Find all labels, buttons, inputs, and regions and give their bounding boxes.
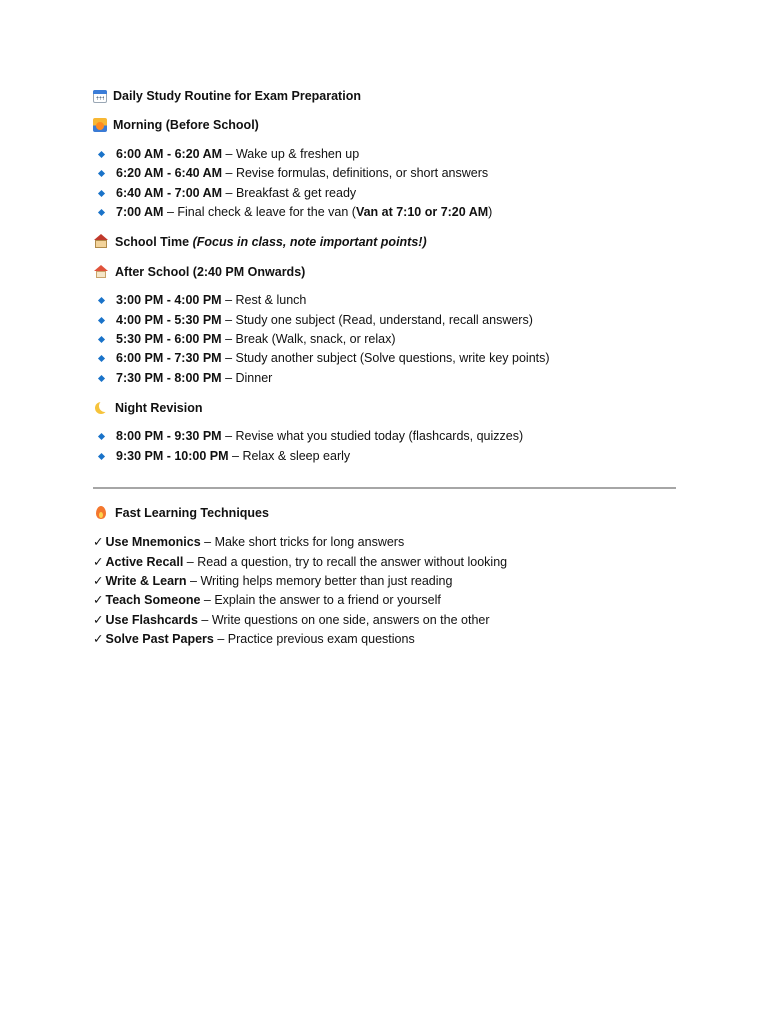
item-separator: – — [221, 429, 236, 443]
morning-heading-text: Morning (Before School) — [113, 118, 259, 132]
technique-separator: – — [197, 612, 212, 627]
item-time: 6:00 PM - 7:30 PM — [116, 351, 222, 365]
list-item — [97, 371, 272, 385]
technique-text: Make short tricks for long answers — [214, 534, 405, 549]
technique-text: Read a question, try to recall the answer without looking — [197, 554, 508, 569]
diamond-bullet-icon — [98, 316, 105, 323]
list-item — [97, 166, 488, 180]
diamond-bullet-icon — [98, 374, 105, 381]
technique-item — [93, 534, 404, 549]
school-heading-text: School Time — [115, 235, 190, 249]
item-separator: – — [221, 332, 236, 346]
night-heading-text: Night Revision — [115, 401, 203, 415]
item-time: 4:00 PM - 5:30 PM — [116, 313, 222, 327]
list-item — [97, 293, 306, 307]
list-item — [97, 147, 359, 161]
section-divider — [93, 487, 676, 489]
technique-name: Teach Someone — [105, 592, 201, 607]
sunrise-icon — [93, 118, 107, 132]
diamond-bullet-icon — [98, 432, 105, 439]
item-text: Wake up & freshen up — [235, 147, 360, 161]
technique-separator: – — [200, 592, 215, 607]
van-time: Van at 7:10 or 7:20 AM — [355, 205, 489, 219]
technique-name: Use Mnemonics — [105, 534, 201, 549]
item-text: Relax & sleep early — [242, 449, 351, 463]
item-time: 6:00 AM - 6:20 AM — [116, 147, 223, 161]
item-time: 5:30 PM - 6:00 PM — [116, 332, 222, 346]
list-item — [97, 186, 356, 200]
diamond-bullet-icon — [98, 335, 105, 342]
after-school-heading-text: After School (2:40 PM Onwards) — [115, 265, 306, 279]
diamond-bullet-icon — [98, 452, 105, 459]
fire-icon — [93, 505, 109, 521]
technique-separator: – — [186, 573, 201, 588]
list-item — [97, 205, 492, 219]
technique-separator: – — [213, 631, 228, 646]
technique-text: Write questions on one side, answers on the other — [211, 612, 490, 627]
document-title — [93, 89, 361, 103]
technique-name: Active Recall — [105, 554, 184, 569]
technique-item — [93, 573, 452, 588]
school-heading — [93, 234, 427, 250]
technique-name: Use Flashcards — [105, 612, 198, 627]
item-text: Rest & lunch — [235, 293, 307, 307]
item-text: Breakfast & get ready — [235, 186, 357, 200]
technique-item — [93, 612, 490, 627]
item-tail: ) — [488, 205, 493, 219]
list-item — [97, 449, 350, 463]
technique-name: Solve Past Papers — [105, 631, 214, 646]
list-item — [97, 313, 533, 327]
after-school-heading — [93, 264, 305, 280]
item-separator: – — [163, 205, 178, 219]
item-text: Study one subject (Read, understand, recall answers) — [235, 313, 533, 327]
item-separator: – — [221, 351, 236, 365]
technique-text: Writing helps memory better than just reading — [200, 573, 453, 588]
diamond-bullet-icon — [98, 189, 105, 196]
item-separator: – — [228, 449, 243, 463]
school-note: (Focus in class, note important points!) — [192, 235, 427, 249]
checkmark-icon: ✓ — [93, 554, 104, 569]
item-text: Revise what you studied today (flashcards, quizzes) — [235, 429, 524, 443]
item-separator: – — [222, 186, 236, 200]
school-icon — [93, 234, 109, 250]
list-item — [97, 429, 523, 443]
item-separator: – — [222, 166, 236, 180]
item-separator: – — [221, 371, 236, 385]
item-text: Final check & leave for the van ( — [177, 205, 356, 219]
checkmark-icon: ✓ — [93, 631, 104, 646]
checkmark-icon: ✓ — [93, 592, 104, 607]
calendar-icon — [93, 90, 107, 103]
item-separator: – — [222, 147, 236, 161]
technique-name: Write & Learn — [105, 573, 187, 588]
technique-item — [93, 554, 507, 569]
technique-separator: – — [200, 534, 215, 549]
item-text: Study another subject (Solve questions, write key points) — [235, 351, 550, 365]
item-time: 3:00 PM - 4:00 PM — [116, 293, 222, 307]
technique-separator: – — [183, 554, 198, 569]
checkmark-icon: ✓ — [93, 612, 104, 627]
item-time: 8:00 PM - 9:30 PM — [116, 429, 222, 443]
techniques-heading — [93, 505, 269, 521]
list-item — [97, 332, 396, 346]
item-text: Revise formulas, definitions, or short answers — [235, 166, 489, 180]
item-time: 7:30 PM - 8:00 PM — [116, 371, 222, 385]
document-title-text: Daily Study Routine for Exam Preparation — [113, 89, 361, 103]
house-icon — [93, 264, 109, 280]
diamond-bullet-icon — [98, 354, 105, 361]
techniques-heading-text: Fast Learning Techniques — [115, 506, 269, 520]
list-item — [97, 351, 550, 365]
item-separator: – — [221, 313, 236, 327]
item-time: 7:00 AM — [116, 205, 164, 219]
diamond-bullet-icon — [98, 208, 105, 215]
morning-heading — [93, 118, 259, 132]
item-text: Break (Walk, snack, or relax) — [235, 332, 396, 346]
checkmark-icon: ✓ — [93, 573, 104, 588]
diamond-bullet-icon — [98, 169, 105, 176]
checkmark-icon: ✓ — [93, 534, 104, 549]
technique-text: Explain the answer to a friend or yourself — [214, 592, 441, 607]
night-heading — [93, 400, 203, 416]
item-time: 9:30 PM - 10:00 PM — [116, 449, 229, 463]
crescent-moon-icon — [93, 400, 109, 416]
item-time: 6:40 AM - 7:00 AM — [116, 186, 223, 200]
diamond-bullet-icon — [98, 150, 105, 157]
item-text: Dinner — [235, 371, 273, 385]
technique-item — [93, 631, 415, 646]
diamond-bullet-icon — [98, 296, 105, 303]
technique-text: Practice previous exam questions — [227, 631, 415, 646]
item-separator: – — [221, 293, 236, 307]
technique-item — [93, 592, 441, 607]
item-time: 6:20 AM - 6:40 AM — [116, 166, 223, 180]
